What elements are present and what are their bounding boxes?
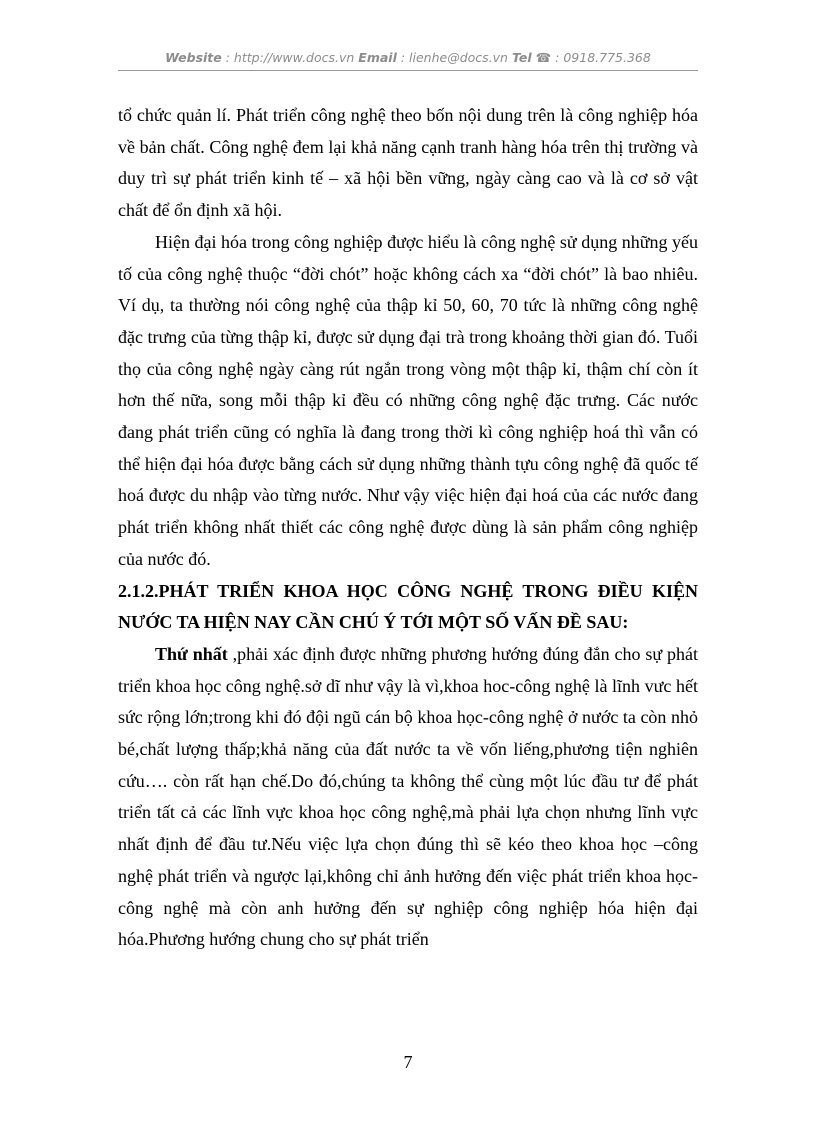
page-number: 7: [403, 1052, 413, 1072]
website-url: : http://www.docs.vn: [221, 50, 359, 65]
document-body: [118, 100, 698, 956]
email-address: : lienhe@docs.vn: [396, 50, 512, 65]
paragraph-1: tổ chức quản lí. Phát triển công nghệ theo bốn nội dung trên là công nghiệp hóa về bản chất. Công nghệ đem lại khả năng cạnh tranh hàng hóa trên thị trường và duy trì sự phát triển kinh tế – xã hội bền vững, ngày càng cao và là cơ sở vật chất để ổn định xã hội.: [118, 105, 698, 221]
phone-icon: ☎: [535, 50, 552, 65]
website-label: Website: [165, 50, 222, 65]
email-label: Email: [358, 50, 397, 65]
header-divider: [118, 70, 698, 71]
paragraph-3: [118, 639, 698, 956]
paragraph-2: Hiện đại hóa trong công nghiệp được hiểu là công nghệ sử dụng những yếu tố của công nghệ thuộc “đời chót” hoặc không cách xa “đời chót” là bao nhiêu. Ví dụ, ta thường nói công nghệ của thập kỉ 50, 60, 70 tức là những công nghệ đặc trưng của từng thập kỉ, được sử dụng đại trà trong khoảng thời gian đó. Tuổi thọ của công nghệ ngày càng rút ngắn trong vòng một thập kỉ, thậm chí còn ít hơn thế nữa, song mỗi thập kỉ đều có những công nghệ đặc trưng. Các nước đang phát triển cũng có nghĩa là đang trong thời kì công nghiệp hoá thì vẫn có thể hiện đại hóa được bằng cách sử dụng những thành tựu công nghệ đã quốc tế hoá được du nhập vào từng nước. Như vậy việc hiện đại hoá của các nước đang phát triển không nhất thiết các công nghệ được dùng là sản phẩm công nghiệp của nước đó.: [118, 231, 698, 569]
tel-label: Tel: [511, 50, 532, 65]
paragraph-3-lead: Thứ nhất: [155, 643, 228, 664]
page-header: [118, 50, 698, 65]
tel-number: : 0918.775.368: [551, 50, 651, 65]
section-heading: 2.1.2.PHÁT TRIỂN KHOA HỌC CÔNG NGHỆ TRONG ĐIỀU KIỆN NƯỚC TA HIỆN NAY CẦN CHÚ Ý TỚI MỘT SỐ VẤN ĐỀ SAU:: [118, 580, 698, 633]
paragraph-3-body: ,phải xác định được những phương hướng đúng đắn cho sự phát triển khoa học công nghệ.sở dĩ như vậy là vì,khoa hoc-công nghệ là lĩnh vưc hết sức rộng lớn;trong khi đó đội ngũ cán bộ khoa học-công nghệ ở nước ta còn nhỏ bé,chất lượng thấp;khả năng của đất nước ta về vốn liếng,phương tiện nghiên cứu…. còn rất hạn chế.Do đó,chúng ta không thể cùng một lúc đầu tư để phát triển tất cả các lĩnh vực khoa học công nghệ,mà phải lựa chọn nhưng lĩnh vực nhất định để đầu tư.Nếu việc lựa chọn đúng thì sẽ kéo theo khoa học –công nghệ phát triển và ngược lại,không chỉ ảnh hưởng đến việc phát triển khoa học-công nghệ mà còn anh hưởng đến sự nghiệp công nghiệp hóa hiện đại hóa.Phương hướng chung cho sự phát triển: [118, 643, 698, 950]
